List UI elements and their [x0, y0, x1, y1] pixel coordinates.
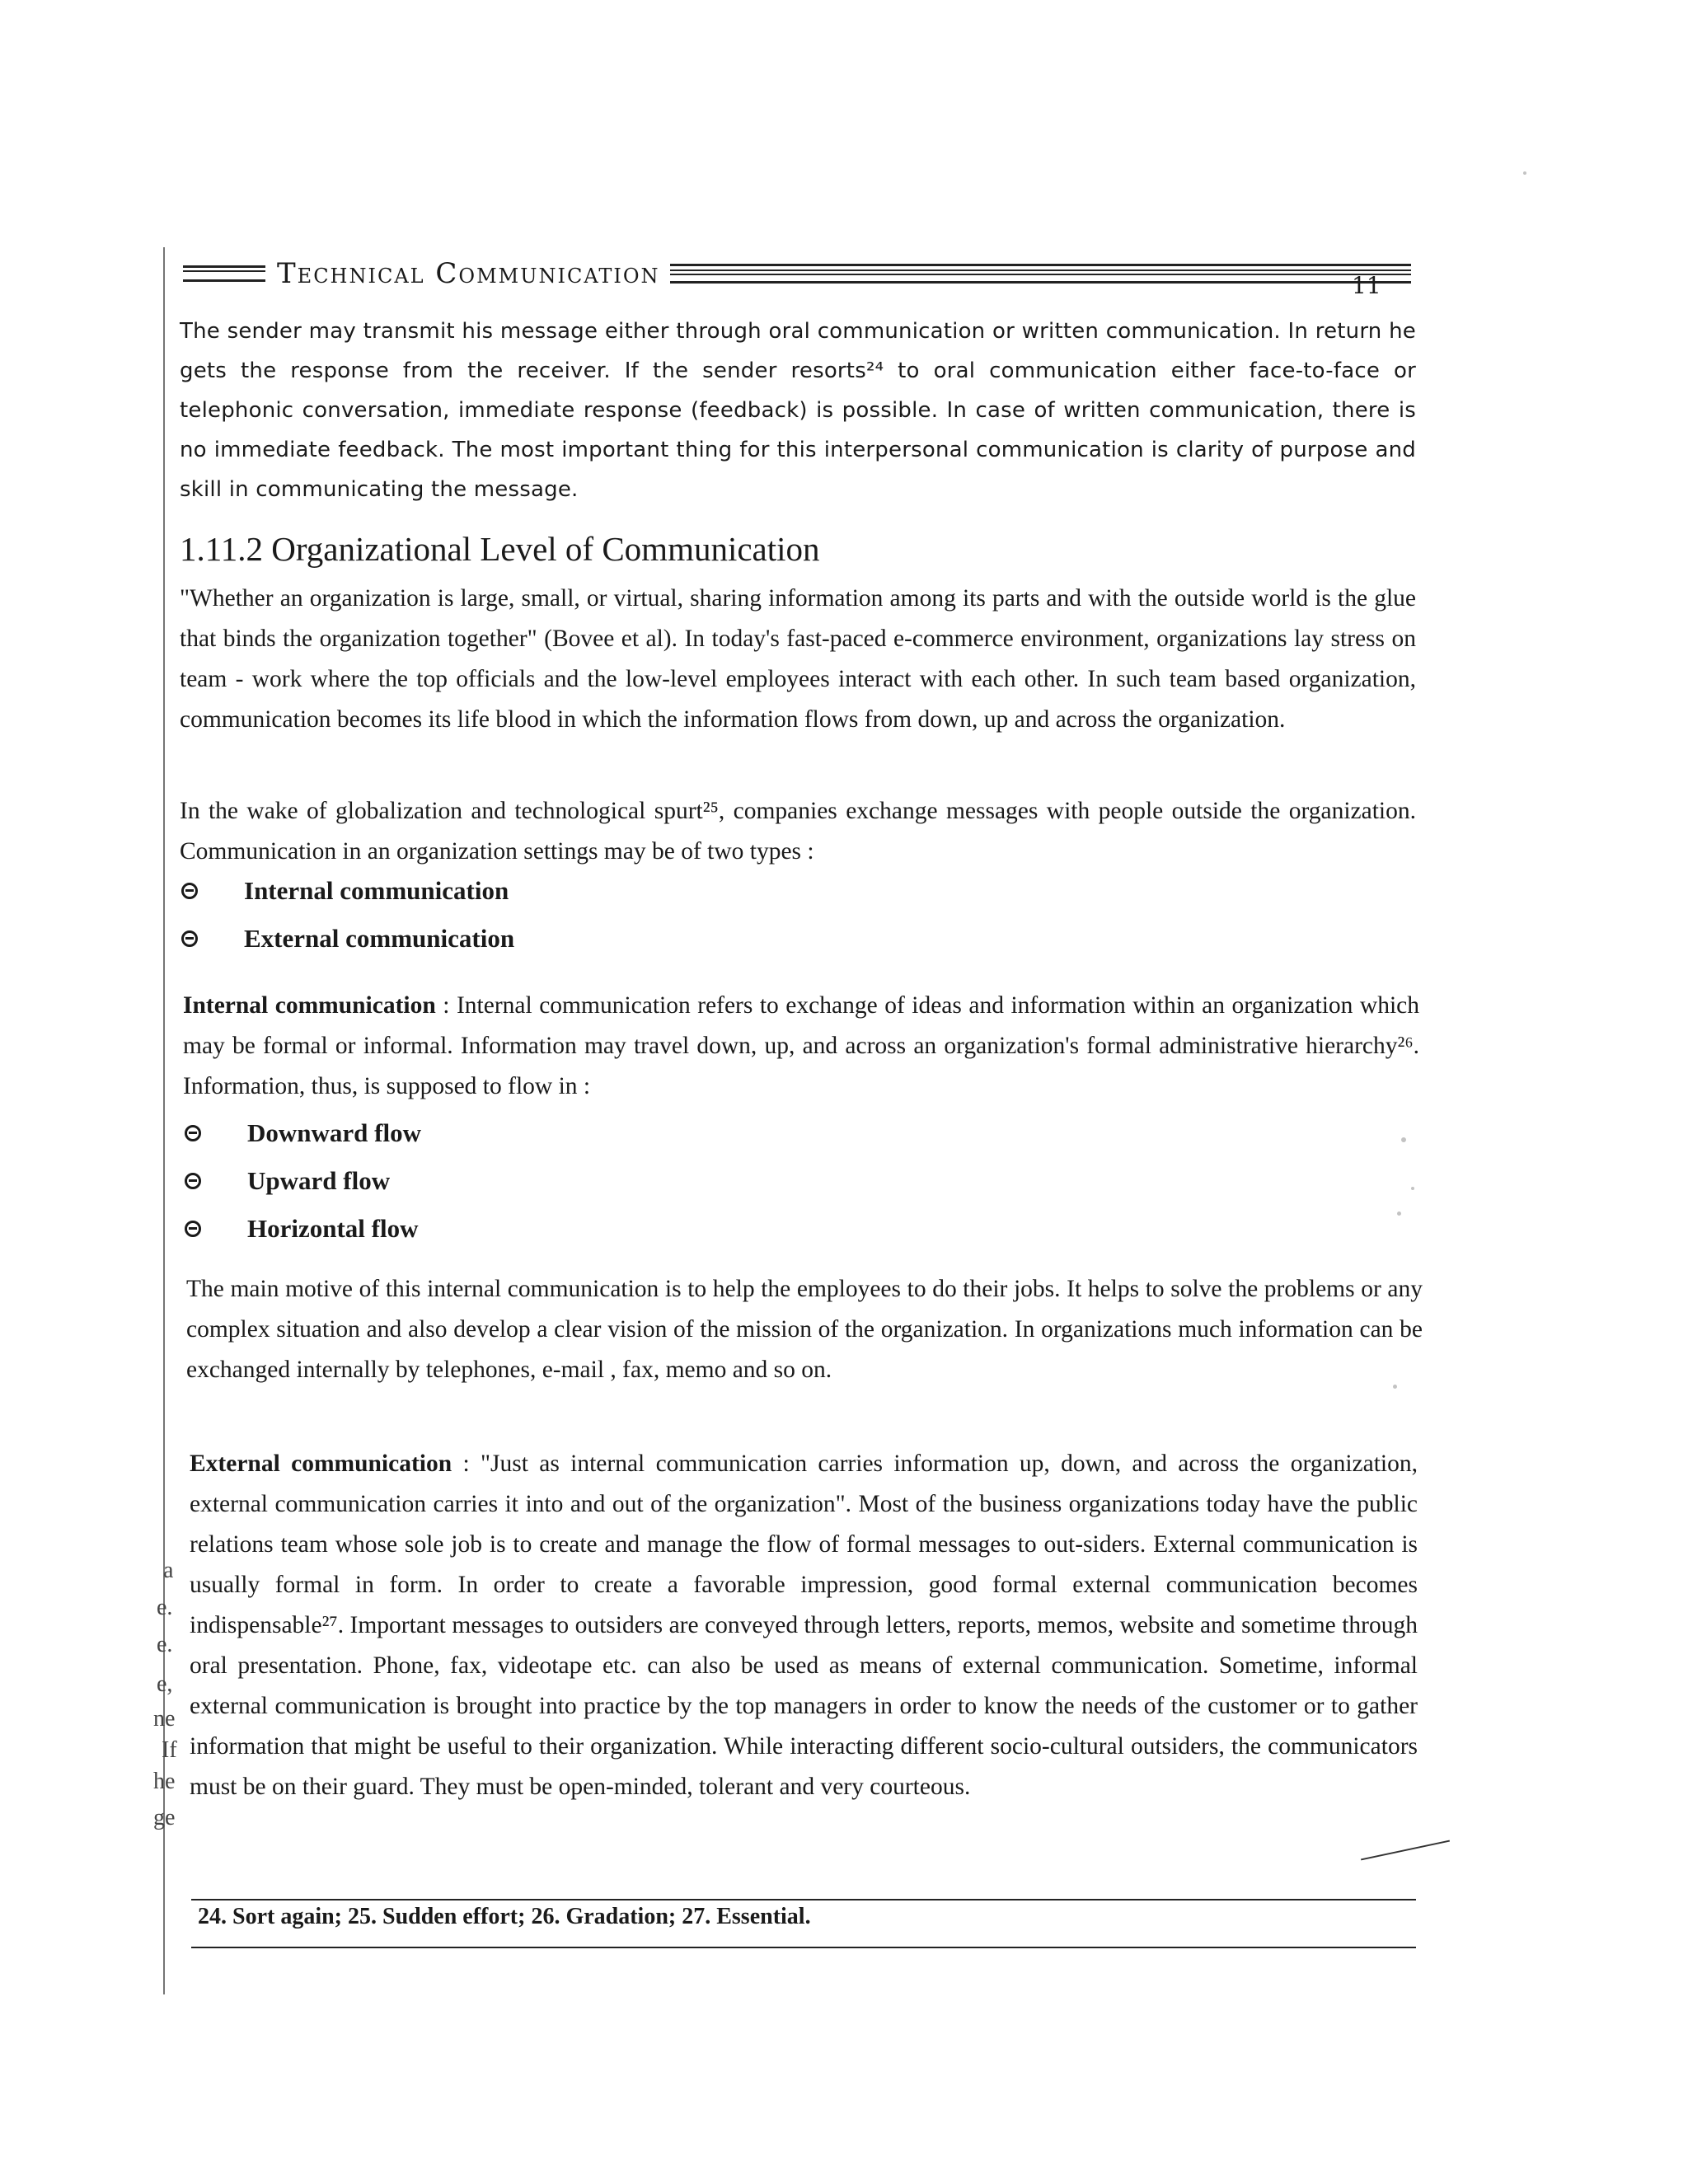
header-title: Technical Communication	[277, 257, 660, 290]
circle-bullet-icon	[181, 883, 198, 899]
scan-speck	[1411, 1187, 1414, 1190]
margin-bleed-text: e.	[157, 1595, 173, 1620]
margin-bleed-text: e.	[157, 1632, 173, 1657]
flow-types-list	[183, 1109, 1419, 1253]
motive-block	[186, 1269, 1423, 1390]
list-item	[180, 915, 1416, 963]
internal-paragraph	[183, 986, 1419, 1107]
types-list-block	[180, 867, 1416, 963]
circle-bullet-icon	[185, 1125, 201, 1141]
margin-bleed-text: he	[153, 1769, 176, 1794]
external-text: : "Just as internal communication carries information up, down, and across the organization, external communication carries it into and out of the organization". Most of the business organizations today have the public relations team whose sole job is to create and manage the flow of formal messages to out-siders. External communication is usually formal in form. In order to create a favorable impression, good formal external communication becomes indispensable²⁷. Important messages to outsiders are conveyed through letters, reports, memos, website and sometime through oral presentation. Phone, fax, videotape etc. can also be used as means of external communication. Sometime, informal external communication is brought into practice by the top managers in order to know the needs of the customer or to gather information that might be useful to their organization. While interacting different socio-cultural outsiders, the communicators must be on their guard. They must be open-minded, tolerant and very courteous.	[190, 1451, 1418, 1800]
margin-bleed-text: a	[163, 1558, 174, 1583]
section-paragraph-2: In the wake of globalization and technological spurt²⁵, companies exchange messages with people outside the organization. Communication in an organization settings may be of two types :	[180, 798, 1416, 865]
footnote-rule-bottom	[191, 1947, 1416, 1948]
margin-bleed-text: ne	[153, 1706, 176, 1732]
section-heading-block	[180, 529, 1416, 569]
external-block	[190, 1444, 1418, 1807]
scan-speck	[1393, 1385, 1397, 1389]
section-paragraph-1-block	[180, 579, 1416, 740]
internal-text: : Internal communication refers to exchange of ideas and information within an organization which may be formal or informal. Information may travel down, up, and across an organization's formal administrative hierarchy²⁶. Information, thus, is supposed to flow in :	[183, 992, 1419, 1099]
scan-speck	[1523, 171, 1526, 175]
header-rule-right	[670, 264, 1411, 284]
footnotes: 24. Sort again; 25. Sudden effort; 26. Gradation; 27. Essential.	[198, 1904, 811, 1929]
list-item	[180, 867, 1416, 915]
list-item	[183, 1109, 1419, 1157]
external-paragraph	[190, 1444, 1418, 1807]
scan-margin-line	[163, 247, 165, 1994]
margin-bleed-text: If	[162, 1737, 177, 1763]
circle-bullet-icon	[185, 1221, 201, 1237]
margin-bleed-text: ge	[153, 1805, 176, 1830]
list-item-label: Internal communication	[244, 876, 509, 905]
circle-bullet-icon	[185, 1173, 201, 1189]
intro-block	[180, 312, 1416, 509]
running-header	[183, 255, 1411, 292]
section-paragraph-2-block	[180, 791, 1416, 872]
list-item-label: Horizontal flow	[247, 1214, 419, 1243]
motive-paragraph: The main motive of this internal communication is to help the employees to do their jobs. It helps to solve the problems or any complex situation and also develop a clear vision of the mission of the organization. In organizations much information can be exchanged internally by telephones, e-mail , fax, memo and so on.	[186, 1276, 1423, 1383]
page-number: 11	[1352, 272, 1381, 299]
list-item	[183, 1205, 1419, 1253]
margin-bleed-text: e,	[157, 1671, 173, 1697]
list-item-label: External communication	[244, 924, 515, 953]
internal-lead: Internal communication	[183, 992, 436, 1019]
list-item	[183, 1157, 1419, 1205]
communication-types-list	[180, 867, 1416, 963]
section-heading: 1.11.2 Organizational Level of Communication	[180, 530, 820, 568]
internal-block	[183, 986, 1419, 1107]
scan-speck	[1397, 1212, 1401, 1216]
external-lead: External communication	[190, 1451, 452, 1477]
flows-list-block	[183, 1109, 1419, 1253]
pen-mark	[1361, 1840, 1450, 1861]
header-rule-left	[183, 265, 265, 282]
list-item-label: Upward flow	[247, 1166, 391, 1195]
section-paragraph-1: "Whether an organization is large, small, or virtual, sharing information among its parts and with the outside world is the glue that binds the organization together" (Bovee et al). In today's fast-paced e-commerce environment, organizations lay stress on team - work where the top officials and the low-level employees interact with each other. In such team based organization, communication becomes its life blood in which the information flows from down, up and across the organization.	[180, 585, 1416, 733]
circle-bullet-icon	[181, 930, 198, 947]
intro-paragraph: The sender may transmit his message either through oral communication or written communication. In return he gets the response from the receiver. If the sender resorts²⁴ to oral communication either face-to-face or telephonic conversation, immediate response (feedback) is possible. In case of written communication, there is no immediate feedback. The most important thing for this interpersonal communication is clarity of purpose and skill in communicating the message.	[180, 319, 1416, 502]
footnote-rule-top	[191, 1899, 1416, 1900]
list-item-label: Downward flow	[247, 1118, 421, 1147]
scan-speck	[1401, 1137, 1406, 1142]
